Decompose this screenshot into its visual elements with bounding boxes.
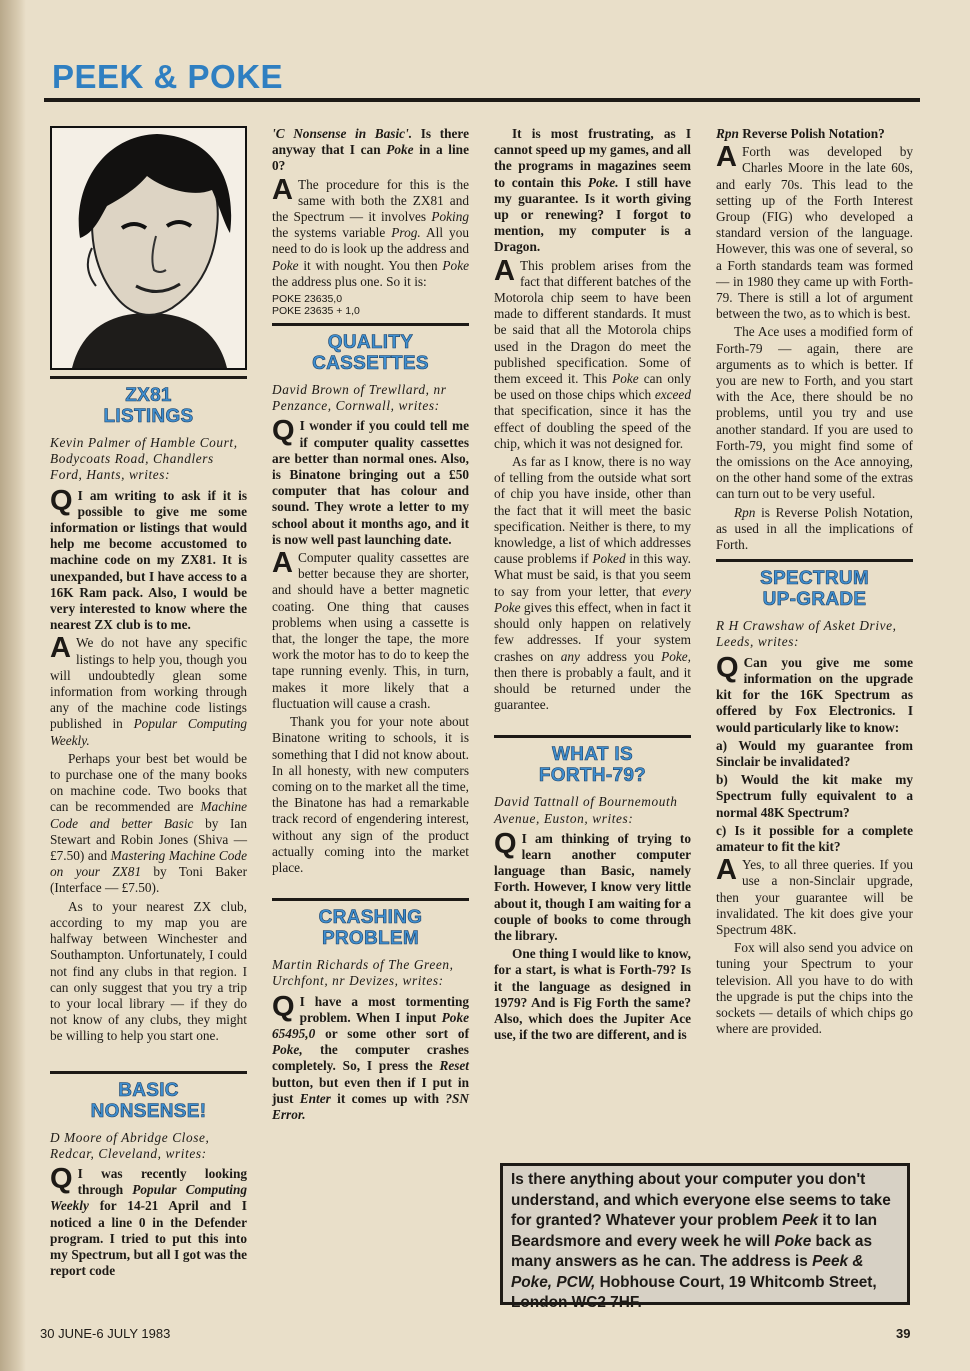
- a-marker: A: [272, 173, 293, 206]
- column-2: [272, 126, 469, 1125]
- author-photo: [50, 126, 247, 370]
- question-text: I am thinking of trying to learn another computer language than Basic, namely Forth. However, I know very little about it, though I am waiting for a couple of books to come through the library.: [494, 830, 691, 943]
- answer-text: Perhaps your best bet would be to purchase one of the many books on machine code. Two books that can be recommended are: [50, 750, 247, 815]
- answer-text: Computer quality cassettes are better because they are shorter, and should have a better magnetic coating. One thing that causes problems when using a cassette is that, the longer the tape, the more work the motor has to do to keep the tape running evenly. This, in turn, makes it more likely that a fluctuation will cause a crash.: [272, 550, 469, 711]
- q-marker: Q: [494, 827, 517, 860]
- answer-text: is Reverse Polish Notation, as used in all the implications of Forth.: [716, 504, 913, 553]
- q-marker: Q: [716, 651, 739, 684]
- callout-address: Peek & Poke, PCW,: [511, 1253, 864, 1291]
- q-marker: Q: [272, 990, 295, 1023]
- code-line: POKE 23635,0: [272, 293, 343, 306]
- answer-text: We do not have any specific listings to help you, though you will undoubtedly glean some information from working through any of the machine code listings published in: [50, 635, 247, 732]
- answer-text: As far as I know, there is no way of telling from the outside what sort of chip you have inside, other than the fact that it will meet the basic specification. Neither is there, to my knowledge, a list of which addresses cause problems if: [494, 454, 691, 567]
- page-number: 39: [896, 1326, 911, 1341]
- answer-text: All you need to do is look up the address and: [272, 225, 469, 257]
- a-marker: A: [716, 141, 737, 174]
- heading-line-1: BASIC: [118, 1079, 179, 1101]
- section-title: PEEK & POKE: [52, 58, 284, 95]
- heading-quality-cassettes: [272, 323, 469, 374]
- answer-text: can only be used on those chips which: [494, 371, 691, 403]
- question-text: Reverse Polish Notation?: [738, 126, 885, 141]
- keyword: Rpn: [734, 504, 756, 520]
- heading-line-2: UP-GRADE: [762, 589, 867, 611]
- answer-text: the systems variable: [272, 225, 392, 241]
- callout-text: Hobhouse Court, 19 Whitcomb Street, London WC2 7HF.: [511, 1273, 877, 1311]
- page-spine-shadow: [0, 0, 26, 1371]
- answer-text: the address plus one. So it is:: [272, 273, 427, 289]
- q-marker: Q: [50, 1162, 73, 1195]
- error-code: 'C Nonsense in Basic'.: [272, 126, 413, 141]
- question-paragraph: [272, 415, 469, 548]
- answer-paragraph: [50, 751, 247, 897]
- a-marker: A: [494, 254, 515, 287]
- column-4: [716, 126, 913, 1039]
- byline: Kevin Palmer of Hamble Court, Bodycoats Road, Chandlers Ford, Hants, writes:: [50, 435, 238, 483]
- keyword: Poke: [442, 257, 469, 273]
- byline: Martin Richards of The Green, Urchfont, nr Devizes, writes:: [272, 957, 454, 989]
- answer-text: Forth was developed by Charles Moore in the late 60s, and early 70s. This lead to the setting up of the Forth Interest Group (FIG) who developed a standard version of the language. However, this was one of several, so a Forth standards team was formed — in 1980 they came up with Forth-79. There is still a lot of argument between the two, as to which is best.: [716, 144, 913, 322]
- column-3: [494, 126, 691, 1045]
- byline: David Tattnall of Bournemouth Avenue, Euston, writes:: [494, 794, 678, 826]
- question-text: I wonder if you could tell me if computer quality cassettes are better than normal ones. Also, is Binatone bringing out a £50 computer that has colour and sound. They wrote a letter to my school about it months ago, and it is now well past launching date.: [272, 418, 469, 547]
- answer-text: gives this effect, when in fact it should only happen on relatively few addresses. If your system crashes on: [494, 599, 691, 664]
- question-text: for 14-21 April and I noticed a line 0 in the Defender program. I tried to put this into my Spectrum, but all I got was the report code: [50, 1198, 247, 1279]
- question-continued: [494, 126, 691, 256]
- keyword: Poke,: [272, 1042, 303, 1058]
- publication-name: Popular Computing Weekly.: [50, 716, 248, 748]
- publication-name: Popular Computing Weekly: [50, 1182, 247, 1214]
- q-marker: Q: [272, 415, 295, 448]
- heading-zx81-listings: [50, 376, 247, 427]
- a-marker: A: [272, 547, 293, 580]
- heading-line-1: ZX81: [125, 385, 172, 406]
- answer-paragraph: [716, 505, 913, 554]
- answer-paragraph: As to your nearest ZX club, according to my map you are halfway between Winchester and Southampton. Unfortunately, I could not find any clubs in that region. I can only suggest that you try a trip to your local library — if they do not know of any clubs, they might be willing to help you start one.: [50, 898, 247, 1044]
- question-text: I still have my guarantee. Is it worth giving up or renewing? I forgot to mention, my computer is a Dragon.: [494, 174, 691, 255]
- heading-basic-nonsense: [50, 1071, 247, 1122]
- question-text: or some other sort of: [315, 1025, 469, 1041]
- emphasis: any: [560, 648, 580, 664]
- answer-paragraph: [272, 173, 469, 290]
- answer-text: by Ian Stewart and Robin Jones (Shiva — £7.50) and: [50, 815, 247, 864]
- heading-line-2: PROBLEM: [321, 928, 420, 950]
- answer-paragraph: [494, 454, 691, 713]
- keyword: Poke: [612, 371, 639, 387]
- answer-paragraph: [272, 547, 469, 712]
- answer-text: that specification, since it has the effect of doubling the speed of the chip, which it was not designed for.: [494, 403, 691, 451]
- keyword: Poke,: [661, 648, 692, 664]
- answer-text: This problem arises from the fact that different batches of the Motorola chip seem to have been made to different standards. It must be said that all the Motorola chips used in the Dragon do meet the published specification. Some of them exceed it. This: [494, 257, 691, 387]
- heading-line-2: FORTH-79?: [538, 765, 647, 787]
- keyword: Poking: [431, 209, 469, 225]
- question-paragraph: [50, 1162, 247, 1279]
- question-paragraph: [494, 827, 691, 944]
- a-marker: A: [50, 632, 71, 665]
- keyword: Reset: [439, 1058, 469, 1074]
- answer-text: The procedure for this is the same with both the ZX81 and the Spectrum — it involves: [272, 176, 469, 225]
- code-line: POKE 23635 + 1,0: [272, 305, 360, 318]
- question-list-item: b) Would the kit make my Spectrum fully equivalent to a normal 48K Spectrum?: [716, 772, 913, 820]
- heading-what-is-forth: [494, 735, 691, 786]
- question-text: it comes up with: [330, 1090, 446, 1106]
- emphasis: exceed: [654, 387, 691, 403]
- question-text: the computer crashes completely. So, I press the: [272, 1042, 469, 1074]
- heading-line-2: NONSENSE!: [90, 1100, 207, 1122]
- question-list-item: a) Would my guarantee from Sinclair be invalidated?: [716, 737, 913, 769]
- question-list-item: c) Is it possible for a complete amateur to fit the kit?: [716, 822, 913, 854]
- answer-text: it with nought. You then: [298, 257, 443, 273]
- callout-text: it to Ian Beardsmore and every week he will: [511, 1212, 878, 1250]
- heading-line-2: LISTINGS: [103, 406, 194, 427]
- heading-line-1: WHAT IS: [552, 744, 633, 766]
- keyword: Poke: [272, 257, 299, 273]
- question-text: It is most frustrating, as I cannot speed up my games, and all the programs in magazines seem to contain this: [494, 126, 691, 190]
- question-text: in a line 0?: [272, 142, 469, 174]
- keyword: Prog.: [391, 225, 421, 241]
- keyword: Rpn: [716, 126, 739, 141]
- heading-line-1: SPECTRUM: [759, 568, 869, 590]
- answer-paragraph: [716, 854, 913, 938]
- answer-paragraph: [716, 141, 913, 322]
- answer-text: Yes, to all three queries. If you use a non-Sinclair upgrade, then your guarantee will be invalidated. The kit does give your Spectrum 48K.: [716, 857, 913, 937]
- a-marker: A: [716, 854, 737, 887]
- answer-paragraph: The Ace uses a modified form of Forth-79 — again, there are arguments as to which is better. If you are new to Forth, and you start with the Ace, there should be no problems, until you try and use another standard. If you are used to Forth-79, you might find some of the omissions on the Ace annoying, on the other hand some of the extras can turn out to be very useful.: [716, 324, 913, 502]
- answer-text: in this way. What must be said, is that you seem to say from your letter, that: [494, 551, 691, 599]
- heading-line-2: CASSETTES: [312, 353, 429, 375]
- question-continued: [716, 126, 913, 142]
- byline: R H Crawshaw of Asket Drive, Leeds, writes:: [716, 618, 897, 650]
- question-text: I have a most tormenting problem. When I input: [299, 993, 469, 1025]
- book-title: Mastering Machine Code on your ZX81: [50, 848, 247, 880]
- answer-paragraph: [50, 632, 248, 748]
- keyword: Enter: [299, 1090, 331, 1106]
- callout-text: Is there anything about your computer you don't understand, and which everyone else seems to take for granted? Whatever your problem: [511, 1171, 891, 1229]
- keyword: Poked: [592, 551, 626, 567]
- heading-spectrum-upgrade: [716, 559, 913, 610]
- answer-paragraph: [494, 254, 691, 452]
- byline: D Moore of Abridge Close, Redcar, Cleveland, writes:: [50, 1129, 210, 1161]
- callout-keyword: Peek: [782, 1212, 819, 1229]
- answer-text: address you: [579, 648, 662, 664]
- heading-line-1: CRASHING: [318, 907, 423, 929]
- keyword: Poke 65495,0: [272, 1009, 469, 1041]
- question-text: I am writing to ask if it is possible to give me some information or listings that would help me become accustomed to machine code on my ZX81. It is unexpanded, but I have access to a 16K Ram pack. Also, I would be very interested to know where the nearest ZX club is to me.: [50, 487, 247, 633]
- answer-paragraph: Fox will also send you advice on tuning your Spectrum to your television. All you have to do with the upgrade is put the chips into the sockets — details of which chips go where are provided.: [716, 940, 913, 1037]
- question-continued: [272, 126, 469, 175]
- question-paragraph: [716, 651, 913, 736]
- keyword: Poke.: [587, 174, 619, 190]
- issue-date: 30 JUNE-6 JULY 1983: [40, 1326, 171, 1341]
- byline: David Brown of Trewllard, nr Penzance, Cornwall, writes:: [272, 382, 447, 414]
- question-text: Is there anyway that I can: [272, 126, 469, 158]
- question-paragraph: [272, 990, 469, 1124]
- title-rule: [44, 98, 920, 102]
- question-text: button, but even then if I put in just: [272, 1074, 469, 1106]
- emphasis: every Poke: [494, 583, 691, 615]
- callout-text: back as many answers as he can. The address is: [511, 1232, 873, 1270]
- answer-text: then there is probably a fault, and it should be returned under the guarantee.: [494, 664, 691, 713]
- book-title: Machine Code and better Basic: [50, 799, 247, 831]
- keyword: Poke: [386, 142, 414, 158]
- question-paragraph: [494, 946, 691, 1043]
- question-paragraph: [50, 484, 247, 634]
- code-listing: [272, 293, 469, 317]
- question-text: I was recently looking through: [77, 1165, 247, 1198]
- heading-line-1: QUALITY: [327, 332, 414, 354]
- error-code: ?SN Error.: [272, 1090, 469, 1122]
- question-text: One thing I would like to know, for a start, is what is Forth-79? Is it the language as designed in 1979? And is Fig Forth the same? Also, which does the Jupiter Ace use, if the two are different, and is: [494, 946, 691, 1043]
- author-portrait-illustration: [52, 128, 245, 368]
- column-1: [50, 126, 247, 1281]
- q-marker: Q: [50, 484, 73, 517]
- answer-text: by Toni Baker (Interface — £7.50).: [50, 864, 247, 896]
- answer-paragraph: Thank you for your note about Binatone writing to schools, it is something that I did not know about. In all honesty, with new computers coming on to the market all the time, the Binatone has had a remarkable track record of engendering interest, without any sign of the product actually coming into the market place.: [272, 714, 469, 875]
- reader-callout-box: [500, 1163, 910, 1311]
- callout-keyword: Poke: [774, 1232, 812, 1250]
- question-text: Can you give me some information on the upgrade kit for the 16K Spectrum as offered by Fox Electronics. I would particularly like to know:: [716, 654, 913, 735]
- heading-crashing-problem: [272, 898, 469, 949]
